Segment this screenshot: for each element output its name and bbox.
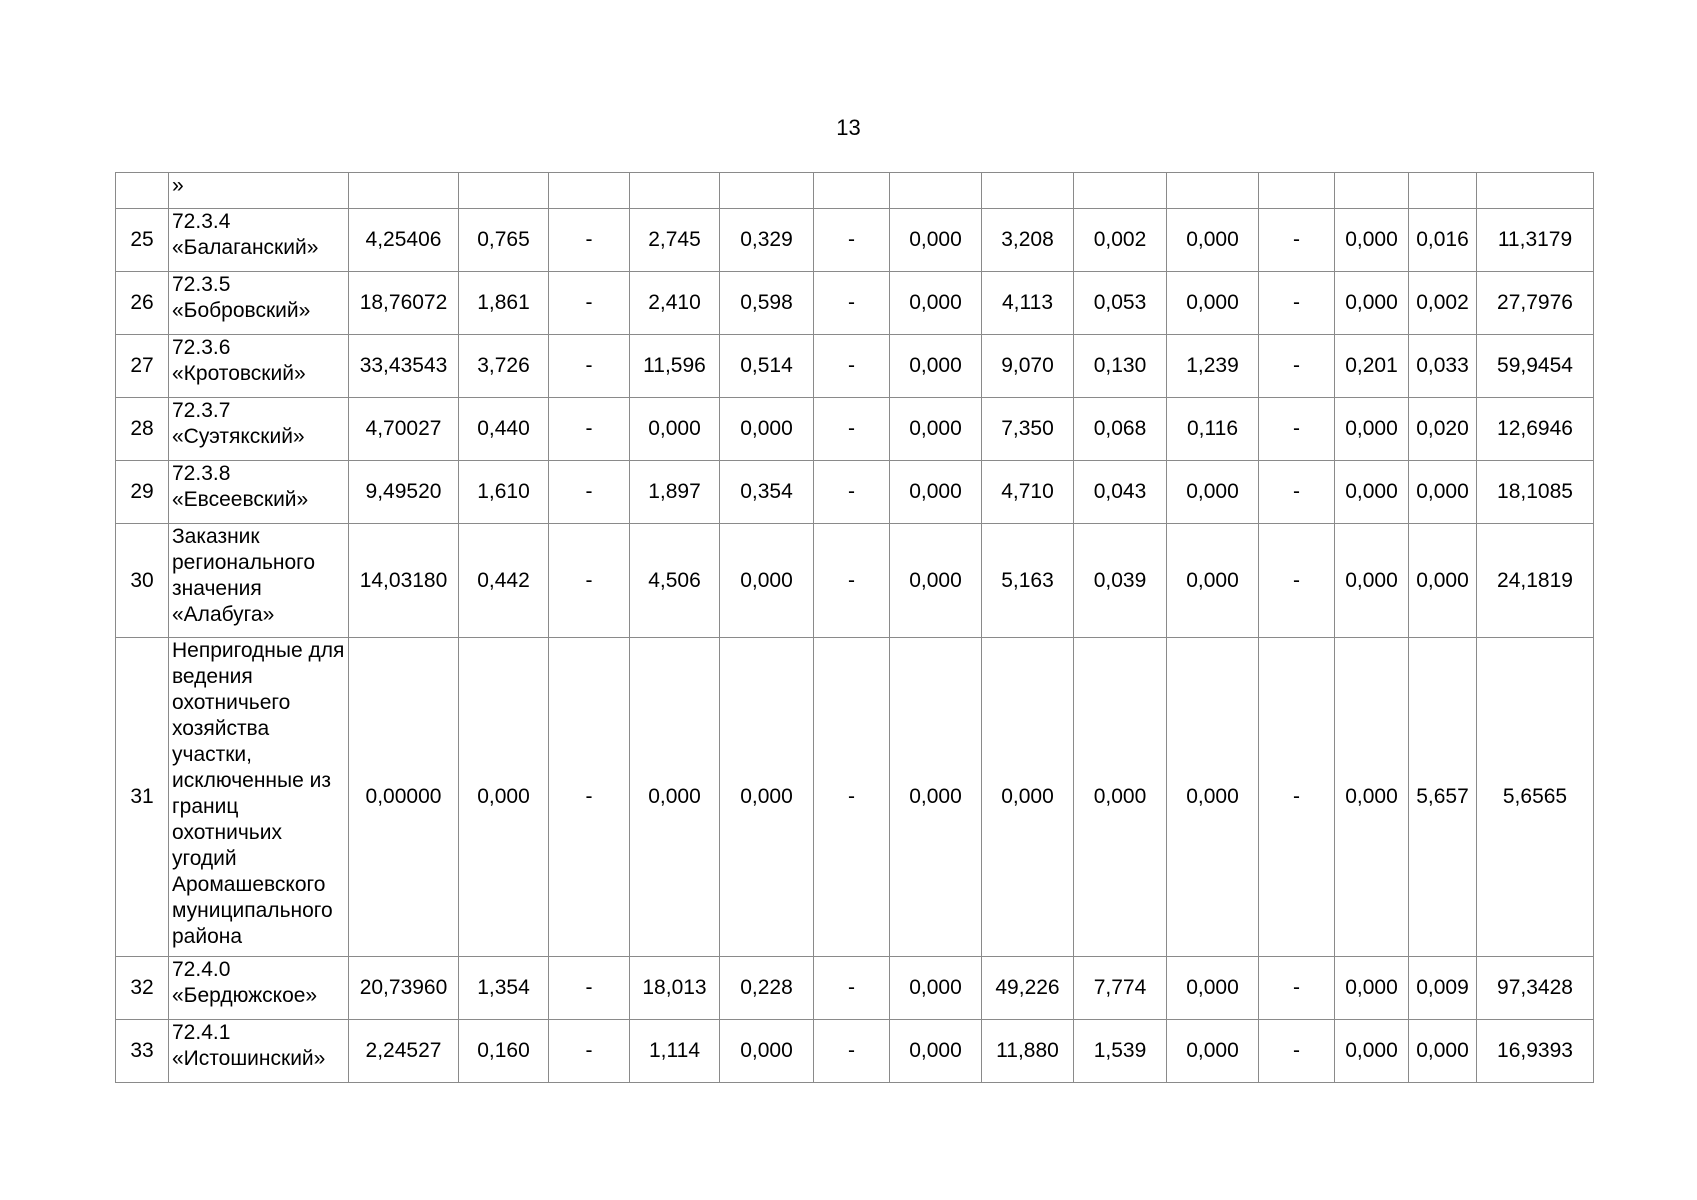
value-cell: -: [1259, 398, 1335, 461]
table-row: [116, 335, 1594, 398]
value-cell: 0,201: [1335, 335, 1409, 398]
value-cell: 0,000: [1167, 957, 1259, 1020]
value-cell: 18,1085: [1477, 461, 1594, 524]
value-cell: 4,70027: [349, 398, 459, 461]
value-cell: -: [814, 398, 890, 461]
value-cell: 0,160: [459, 1020, 549, 1083]
value-cell: 2,410: [630, 272, 720, 335]
row-number-cell: 26: [116, 272, 169, 335]
area-name-cell: 72.3.7 «Суэтякский»: [169, 398, 349, 461]
value-cell: 0,000: [1167, 638, 1259, 957]
value-cell: 0,598: [720, 272, 814, 335]
value-cell: 0,514: [720, 335, 814, 398]
value-cell: 4,710: [982, 461, 1074, 524]
area-name-cell: 72.3.4 «Балаганский»: [169, 209, 349, 272]
value-cell: [890, 173, 982, 209]
value-cell: 0,000: [1335, 524, 1409, 638]
value-cell: 0,000: [1074, 638, 1167, 957]
value-cell: 97,3428: [1477, 957, 1594, 1020]
row-number-cell: 31: [116, 638, 169, 957]
table-body: [116, 173, 1594, 1083]
value-cell: 0,000: [982, 638, 1074, 957]
value-cell: -: [814, 461, 890, 524]
value-cell: -: [549, 461, 630, 524]
value-cell: 0,228: [720, 957, 814, 1020]
value-cell: [1335, 173, 1409, 209]
value-cell: 27,7976: [1477, 272, 1594, 335]
value-cell: -: [814, 209, 890, 272]
value-cell: 0,442: [459, 524, 549, 638]
value-cell: -: [549, 957, 630, 1020]
value-cell: 0,033: [1409, 335, 1477, 398]
value-cell: 11,880: [982, 1020, 1074, 1083]
value-cell: 1,610: [459, 461, 549, 524]
value-cell: 0,000: [890, 461, 982, 524]
value-cell: 0,000: [1335, 1020, 1409, 1083]
value-cell: -: [1259, 272, 1335, 335]
table-row: [116, 272, 1594, 335]
table-row: [116, 1020, 1594, 1083]
value-cell: 0,000: [1335, 272, 1409, 335]
value-cell: 1,897: [630, 461, 720, 524]
value-cell: 14,03180: [349, 524, 459, 638]
value-cell: 12,6946: [1477, 398, 1594, 461]
value-cell: 0,000: [1167, 1020, 1259, 1083]
value-cell: -: [1259, 524, 1335, 638]
value-cell: -: [549, 398, 630, 461]
value-cell: 0,000: [1167, 461, 1259, 524]
value-cell: [1074, 173, 1167, 209]
row-number-cell: [116, 173, 169, 209]
value-cell: [1477, 173, 1594, 209]
value-cell: [1409, 173, 1477, 209]
value-cell: 59,9454: [1477, 335, 1594, 398]
value-cell: 18,76072: [349, 272, 459, 335]
area-name-cell: 72.4.0 «Бердюжское»: [169, 957, 349, 1020]
value-cell: 5,657: [1409, 638, 1477, 957]
value-cell: 0,039: [1074, 524, 1167, 638]
row-number-cell: 25: [116, 209, 169, 272]
table-row: [116, 173, 1594, 209]
value-cell: -: [814, 638, 890, 957]
value-cell: 16,9393: [1477, 1020, 1594, 1083]
value-cell: 0,000: [1167, 272, 1259, 335]
row-number-cell: 33: [116, 1020, 169, 1083]
value-cell: 0,000: [1335, 638, 1409, 957]
value-cell: 3,208: [982, 209, 1074, 272]
value-cell: 7,774: [1074, 957, 1167, 1020]
value-cell: 0,053: [1074, 272, 1167, 335]
value-cell: 5,6565: [1477, 638, 1594, 957]
value-cell: 0,000: [1335, 957, 1409, 1020]
table-row: [116, 524, 1594, 638]
value-cell: 9,070: [982, 335, 1074, 398]
value-cell: -: [549, 638, 630, 957]
data-table: [115, 172, 1594, 1083]
value-cell: 2,745: [630, 209, 720, 272]
row-number-cell: 30: [116, 524, 169, 638]
value-cell: -: [1259, 1020, 1335, 1083]
value-cell: 1,861: [459, 272, 549, 335]
value-cell: 7,350: [982, 398, 1074, 461]
table-row: [116, 638, 1594, 957]
value-cell: 0,000: [1167, 209, 1259, 272]
value-cell: 11,596: [630, 335, 720, 398]
value-cell: 0,000: [1409, 461, 1477, 524]
value-cell: 0,116: [1167, 398, 1259, 461]
value-cell: [1167, 173, 1259, 209]
value-cell: 5,163: [982, 524, 1074, 638]
value-cell: 9,49520: [349, 461, 459, 524]
value-cell: 0,440: [459, 398, 549, 461]
value-cell: 0,000: [720, 1020, 814, 1083]
value-cell: 0,000: [459, 638, 549, 957]
row-number-cell: 29: [116, 461, 169, 524]
value-cell: -: [814, 272, 890, 335]
value-cell: -: [814, 957, 890, 1020]
value-cell: 33,43543: [349, 335, 459, 398]
value-cell: 0,000: [890, 957, 982, 1020]
value-cell: 4,25406: [349, 209, 459, 272]
table-row: [116, 461, 1594, 524]
table-row: [116, 209, 1594, 272]
value-cell: 11,3179: [1477, 209, 1594, 272]
value-cell: -: [814, 1020, 890, 1083]
value-cell: 0,000: [1335, 209, 1409, 272]
value-cell: -: [814, 524, 890, 638]
value-cell: 18,013: [630, 957, 720, 1020]
value-cell: -: [549, 524, 630, 638]
value-cell: 0,000: [890, 209, 982, 272]
value-cell: -: [549, 209, 630, 272]
area-name-cell: 72.3.5 «Бобровский»: [169, 272, 349, 335]
area-name-cell: 72.3.6 «Кротовский»: [169, 335, 349, 398]
value-cell: [549, 173, 630, 209]
value-cell: 49,226: [982, 957, 1074, 1020]
value-cell: 4,506: [630, 524, 720, 638]
value-cell: 0,329: [720, 209, 814, 272]
value-cell: [1259, 173, 1335, 209]
value-cell: 0,000: [720, 524, 814, 638]
area-name-cell: 72.3.8 «Евсеевский»: [169, 461, 349, 524]
page-number: 13: [836, 115, 861, 140]
value-cell: 0,765: [459, 209, 549, 272]
value-cell: 0,354: [720, 461, 814, 524]
value-cell: -: [1259, 335, 1335, 398]
value-cell: 0,000: [720, 398, 814, 461]
value-cell: 0,000: [1167, 524, 1259, 638]
row-number-cell: 32: [116, 957, 169, 1020]
value-cell: 0,00000: [349, 638, 459, 957]
value-cell: [814, 173, 890, 209]
value-cell: [459, 173, 549, 209]
value-cell: 0,009: [1409, 957, 1477, 1020]
value-cell: 0,000: [890, 272, 982, 335]
value-cell: -: [814, 335, 890, 398]
table-row: [116, 957, 1594, 1020]
value-cell: -: [549, 272, 630, 335]
value-cell: [982, 173, 1074, 209]
value-cell: [630, 173, 720, 209]
value-cell: 0,000: [1335, 398, 1409, 461]
value-cell: 0,000: [890, 1020, 982, 1083]
value-cell: 1,114: [630, 1020, 720, 1083]
value-cell: -: [1259, 209, 1335, 272]
value-cell: 0,000: [1409, 1020, 1477, 1083]
row-number-cell: 28: [116, 398, 169, 461]
area-name-cell: Непригодные для ведения охотничьего хозяйства участки, исключенные из границ охотничьих угодий Аромашевского муниципального района: [169, 638, 349, 957]
value-cell: -: [1259, 638, 1335, 957]
value-cell: -: [549, 1020, 630, 1083]
value-cell: 0,068: [1074, 398, 1167, 461]
value-cell: 0,130: [1074, 335, 1167, 398]
value-cell: 0,020: [1409, 398, 1477, 461]
area-name-cell: Заказник регионального значения «Алабуга»: [169, 524, 349, 638]
value-cell: 0,000: [630, 398, 720, 461]
value-cell: 0,000: [890, 398, 982, 461]
value-cell: 0,000: [720, 638, 814, 957]
value-cell: 0,043: [1074, 461, 1167, 524]
value-cell: 1,239: [1167, 335, 1259, 398]
value-cell: -: [549, 335, 630, 398]
value-cell: 0,000: [890, 638, 982, 957]
area-name-cell: 72.4.1 «Истошинский»: [169, 1020, 349, 1083]
value-cell: 0,000: [890, 335, 982, 398]
value-cell: 1,354: [459, 957, 549, 1020]
value-cell: 1,539: [1074, 1020, 1167, 1083]
value-cell: 0,016: [1409, 209, 1477, 272]
area-name-cell: »: [169, 173, 349, 209]
value-cell: 0,002: [1409, 272, 1477, 335]
value-cell: 20,73960: [349, 957, 459, 1020]
value-cell: 0,000: [890, 524, 982, 638]
table-row: [116, 398, 1594, 461]
value-cell: 3,726: [459, 335, 549, 398]
value-cell: [720, 173, 814, 209]
value-cell: 0,002: [1074, 209, 1167, 272]
row-number-cell: 27: [116, 335, 169, 398]
value-cell: -: [1259, 461, 1335, 524]
value-cell: 4,113: [982, 272, 1074, 335]
value-cell: 0,000: [1409, 524, 1477, 638]
value-cell: 0,000: [630, 638, 720, 957]
value-cell: [349, 173, 459, 209]
value-cell: -: [1259, 957, 1335, 1020]
value-cell: 0,000: [1335, 461, 1409, 524]
value-cell: 24,1819: [1477, 524, 1594, 638]
value-cell: 2,24527: [349, 1020, 459, 1083]
